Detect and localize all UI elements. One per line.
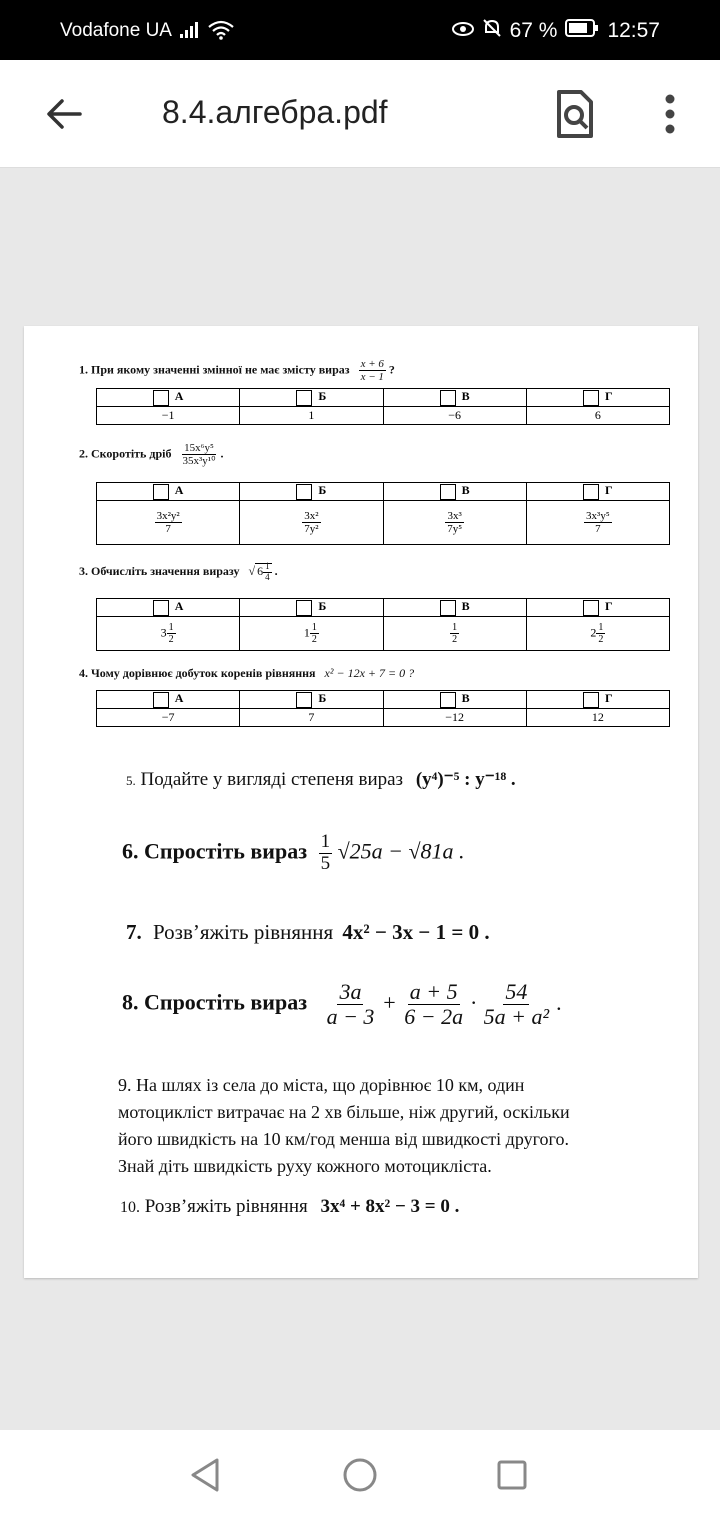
answer-value: −7 xyxy=(97,709,240,727)
question-3: 3. Обчисліть значення виразу √ 6 $\frac{1}{4}$ . xyxy=(79,561,278,582)
checkbox[interactable] xyxy=(296,692,312,708)
wifi-icon xyxy=(208,20,234,46)
answer-value: $\frac{\text{3x²y²}}{7}$ xyxy=(97,501,240,545)
option-a[interactable]: А xyxy=(97,389,240,407)
option-a[interactable]: А xyxy=(97,483,240,501)
back-button[interactable] xyxy=(40,90,88,138)
search-in-document-button[interactable] xyxy=(550,86,600,142)
mute-bell-icon xyxy=(482,18,502,44)
square-recents-icon xyxy=(496,1459,528,1491)
answer-value: 3 $\frac{1}{2}$ xyxy=(97,617,240,651)
question-2: 2. Скоротіть дріб $\frac{\text{15x⁶y⁵}}{\text{35x³y¹⁰}}$ . xyxy=(79,442,224,468)
question-1: 1. При якому значенні змінної не має змісту вираз $\frac{x + 6}{x - 1}$ ? xyxy=(79,358,395,384)
answer-value: 6 xyxy=(526,407,669,425)
option-v[interactable]: В xyxy=(383,599,526,617)
option-v[interactable]: В xyxy=(383,483,526,501)
more-options-button[interactable] xyxy=(650,88,690,140)
option-g[interactable]: Г xyxy=(526,599,669,617)
answer-value: 7 xyxy=(240,709,383,727)
system-nav-bar xyxy=(0,1430,720,1520)
question-4: 4. Чому дорівнює добуток коренів рівняння x² − 12x + 7 = 0 ? xyxy=(79,666,415,680)
question-7: 7. Розв’яжіть рівняння 4x² − 3x − 1 = 0 . xyxy=(126,920,490,944)
checkbox[interactable] xyxy=(440,600,456,616)
option-b[interactable]: Б xyxy=(240,483,383,501)
q3-answer-table xyxy=(96,598,670,651)
answer-value: −1 xyxy=(97,407,240,425)
question-8: 8. Спростіть вираз $\frac{3a}{a - 3}$ + $\frac{a + 5}{6 - 2a}$ · $\frac{54}{\text{5a + a²}}$ . xyxy=(122,979,563,1030)
option-g[interactable]: Г xyxy=(526,483,669,501)
option-b[interactable]: Б xyxy=(240,691,383,709)
checkbox[interactable] xyxy=(583,692,599,708)
checkbox[interactable] xyxy=(440,692,456,708)
q1-answer-table xyxy=(96,388,670,425)
option-v[interactable]: В xyxy=(383,389,526,407)
answer-value: $\frac{\text{3x³}}{\text{7y⁵}}$ xyxy=(383,501,526,545)
q2-fraction: $\frac{\text{15x⁶y⁵}}{\text{35x³y¹⁰}}$ xyxy=(182,442,216,468)
option-a[interactable]: А xyxy=(97,691,240,709)
answer-value: 1 $\frac{1}{2}$ xyxy=(240,617,383,651)
question-9: 9. На шлях із села до міста, що дорівнює 10 км, один мотоцикліст витрачає на 2 хв більше, ніж другий, оскільки його швидкість на 10 км/год менша від швидкості другого. Знай діть швидкість руху кожного мотоцикліста. xyxy=(118,1075,570,1176)
nav-home-button[interactable] xyxy=(340,1455,380,1495)
nav-recents-button[interactable] xyxy=(492,1455,532,1495)
eye-icon xyxy=(452,19,474,43)
app-bar xyxy=(0,60,720,168)
checkbox[interactable] xyxy=(583,600,599,616)
document-title: 8.4.алгебра.pdf xyxy=(162,94,388,130)
nav-back-button[interactable] xyxy=(185,1455,225,1495)
battery-icon xyxy=(565,19,599,43)
arrow-back-icon xyxy=(44,94,84,134)
answer-value: $\frac{1}{2}$ xyxy=(383,617,526,651)
option-g[interactable]: Г xyxy=(526,389,669,407)
clock: 12:57 xyxy=(607,19,660,42)
option-g[interactable]: Г xyxy=(526,691,669,709)
triangle-back-icon xyxy=(189,1457,221,1493)
checkbox[interactable] xyxy=(583,390,599,406)
option-a[interactable]: А xyxy=(97,599,240,617)
status-bar xyxy=(0,0,720,60)
more-vert-icon xyxy=(665,94,675,134)
answer-value: 12 xyxy=(526,709,669,727)
question-10: 10. Розв’яжіть рівняння 3x⁴ + 8x² − 3 = 0 . xyxy=(120,1196,460,1217)
option-v[interactable]: В xyxy=(383,691,526,709)
checkbox[interactable] xyxy=(583,484,599,500)
checkbox[interactable] xyxy=(153,600,169,616)
checkbox[interactable] xyxy=(296,390,312,406)
carrier-label: Vodafone UA xyxy=(60,20,172,41)
answer-value: −6 xyxy=(383,407,526,425)
q1-fraction: $\frac{x + 6}{x - 1}$ xyxy=(360,358,384,384)
signal-icon xyxy=(180,22,200,44)
checkbox[interactable] xyxy=(153,692,169,708)
question-6: 6. Спростіть вираз $\frac{1}{5}$ √25a − √81a . xyxy=(122,831,465,874)
answer-value: 1 xyxy=(240,407,383,425)
checkbox[interactable] xyxy=(153,390,169,406)
option-b[interactable]: Б xyxy=(240,599,383,617)
checkbox[interactable] xyxy=(296,484,312,500)
answer-value: 2 $\frac{1}{2}$ xyxy=(526,617,669,651)
answer-value: −12 xyxy=(383,709,526,727)
checkbox[interactable] xyxy=(296,600,312,616)
battery-percent: 67 % xyxy=(509,19,558,42)
question-5: 5. Подайте у вигляді степеня вираз (y⁴)⁻⁵ : y⁻¹⁸ . xyxy=(126,769,516,790)
document-search-icon xyxy=(555,90,595,138)
checkbox[interactable] xyxy=(153,484,169,500)
checkbox[interactable] xyxy=(440,484,456,500)
answer-value: $\frac{\text{3x²}}{\text{7y²}}$ xyxy=(240,501,383,545)
option-b[interactable]: Б xyxy=(240,389,383,407)
answer-value: $\frac{\text{3x³y⁵}}{7}$ xyxy=(526,501,669,545)
sqrt-expression: √ 6 $\frac{1}{4}$ xyxy=(248,561,270,582)
circle-home-icon xyxy=(342,1457,378,1493)
q2-answer-table xyxy=(96,482,670,545)
q4-answer-table xyxy=(96,690,670,727)
checkbox[interactable] xyxy=(440,390,456,406)
pdf-page xyxy=(24,326,698,1278)
